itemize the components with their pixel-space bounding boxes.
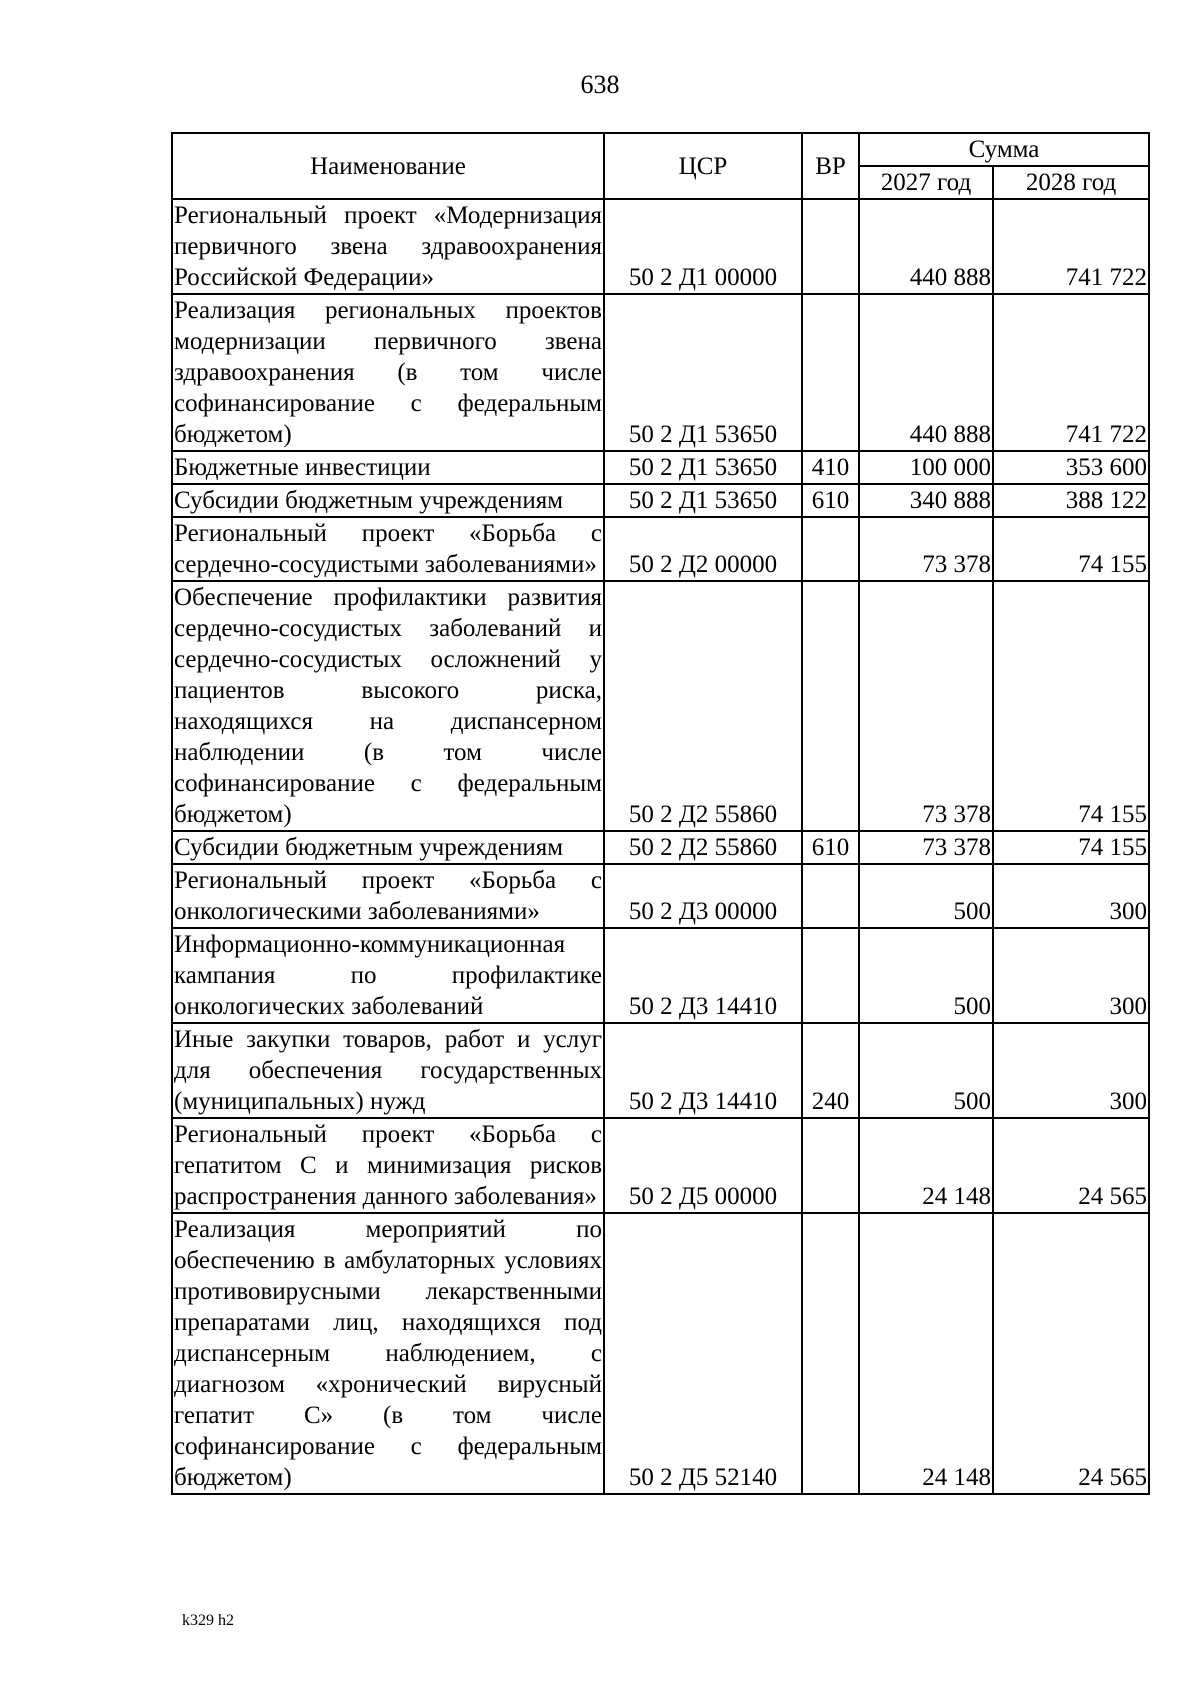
row-vr [802, 928, 859, 1023]
row-name: Иные закупки товаров, работ и услуг для обеспечения государственных (муниципальных) нужд [172, 1023, 604, 1118]
row-vr: 610 [802, 484, 859, 517]
row-csr: 50 2 Д1 00000 [604, 199, 802, 294]
table-row [172, 581, 1149, 831]
row-sum-2028: 24 565 [993, 1118, 1149, 1213]
page-number: 638 [580, 70, 620, 99]
row-sum-2028: 74 155 [993, 581, 1149, 831]
row-vr: 410 [802, 451, 859, 484]
row-sum-2028: 741 722 [993, 294, 1149, 451]
row-name: Субсидии бюджетным учреждениям [172, 831, 604, 864]
row-csr: 50 2 Д5 52140 [604, 1213, 802, 1494]
row-csr: 50 2 Д3 14410 [604, 1023, 802, 1118]
row-sum-2028: 300 [993, 864, 1149, 928]
row-csr: 50 2 Д1 53650 [604, 484, 802, 517]
row-name: Региональный проект «Борьба с гепатитом С и минимизация рисков распространения данного заболевания» [172, 1118, 604, 1213]
row-vr [802, 517, 859, 581]
row-sum-2027: 24 148 [859, 1118, 993, 1213]
header-year-2028: 2028 год [993, 166, 1149, 199]
row-name: Региональный проект «Модернизация первичного звена здравоохранения Российской Федерации» [172, 199, 604, 294]
row-vr: 610 [802, 831, 859, 864]
table-row [172, 1213, 1149, 1494]
row-sum-2027: 73 378 [859, 517, 993, 581]
table-row [172, 199, 1149, 294]
row-name: Бюджетные инвестиции [172, 451, 604, 484]
row-sum-2027: 440 888 [859, 199, 993, 294]
row-name: Обеспечение профилактики развития сердечно-сосудистых заболеваний и сердечно-сосудистых осложнений у пациентов высокого риска, находящихся на диспансерном наблюдении (в том числе софинансирование с федеральным бюджетом) [172, 581, 604, 831]
header-year-2027: 2027 год [859, 166, 993, 199]
row-csr: 50 2 Д3 00000 [604, 864, 802, 928]
table-row [172, 294, 1149, 451]
row-csr: 50 2 Д2 55860 [604, 581, 802, 831]
row-name: Информационно-коммуникационная кампания по профилактике онкологических заболеваний [172, 928, 604, 1023]
row-csr: 50 2 Д2 00000 [604, 517, 802, 581]
row-sum-2028: 741 722 [993, 199, 1149, 294]
row-vr [802, 1118, 859, 1213]
row-vr [802, 199, 859, 294]
row-csr: 50 2 Д1 53650 [604, 294, 802, 451]
row-sum-2027: 500 [859, 928, 993, 1023]
row-sum-2028: 300 [993, 928, 1149, 1023]
row-sum-2027: 340 888 [859, 484, 993, 517]
table-row [172, 831, 1149, 864]
header-vr: ВР [802, 133, 859, 199]
row-sum-2028: 388 122 [993, 484, 1149, 517]
row-sum-2027: 73 378 [859, 581, 993, 831]
row-sum-2027: 73 378 [859, 831, 993, 864]
table-row [172, 1118, 1149, 1213]
row-sum-2027: 100 000 [859, 451, 993, 484]
budget-table [171, 132, 1150, 1495]
row-vr [802, 294, 859, 451]
header-csr: ЦСР [604, 133, 802, 199]
row-csr: 50 2 Д3 14410 [604, 928, 802, 1023]
table-row [172, 484, 1149, 517]
row-vr: 240 [802, 1023, 859, 1118]
header-sum: Сумма [859, 133, 1149, 166]
row-csr: 50 2 Д5 00000 [604, 1118, 802, 1213]
row-name: Реализация мероприятий по обеспечению в амбулаторных условиях противовирусными лекарственными препаратами лиц, находящихся под диспансерным наблюдением, с диагнозом «хронический вирусный гепатит С» (в том числе софинансирование с федеральным бюджетом) [172, 1213, 604, 1494]
row-csr: 50 2 Д1 53650 [604, 451, 802, 484]
table-row [172, 928, 1149, 1023]
row-name: Реализация региональных проектов модернизации первичного звена здравоохранения (в том числе софинансирование с федеральным бюджетом) [172, 294, 604, 451]
row-name: Региональный проект «Борьба с сердечно-сосудистыми заболеваниями» [172, 517, 604, 581]
row-sum-2028: 74 155 [993, 517, 1149, 581]
row-sum-2027: 500 [859, 864, 993, 928]
table-row [172, 517, 1149, 581]
row-sum-2028: 353 600 [993, 451, 1149, 484]
table-row [172, 864, 1149, 928]
header-row [172, 133, 1149, 166]
row-name: Региональный проект «Борьба с онкологическими заболеваниями» [172, 864, 604, 928]
table-row [172, 1023, 1149, 1118]
row-csr: 50 2 Д2 55860 [604, 831, 802, 864]
row-sum-2027: 440 888 [859, 294, 993, 451]
row-sum-2027: 500 [859, 1023, 993, 1118]
table-row [172, 451, 1149, 484]
footer-code: k329 h2 [182, 1612, 234, 1629]
row-vr [802, 581, 859, 831]
row-sum-2028: 24 565 [993, 1213, 1149, 1494]
row-sum-2028: 74 155 [993, 831, 1149, 864]
row-vr [802, 1213, 859, 1494]
row-name: Субсидии бюджетным учреждениям [172, 484, 604, 517]
header-name: Наименование [172, 133, 604, 199]
row-vr [802, 864, 859, 928]
row-sum-2027: 24 148 [859, 1213, 993, 1494]
row-sum-2028: 300 [993, 1023, 1149, 1118]
